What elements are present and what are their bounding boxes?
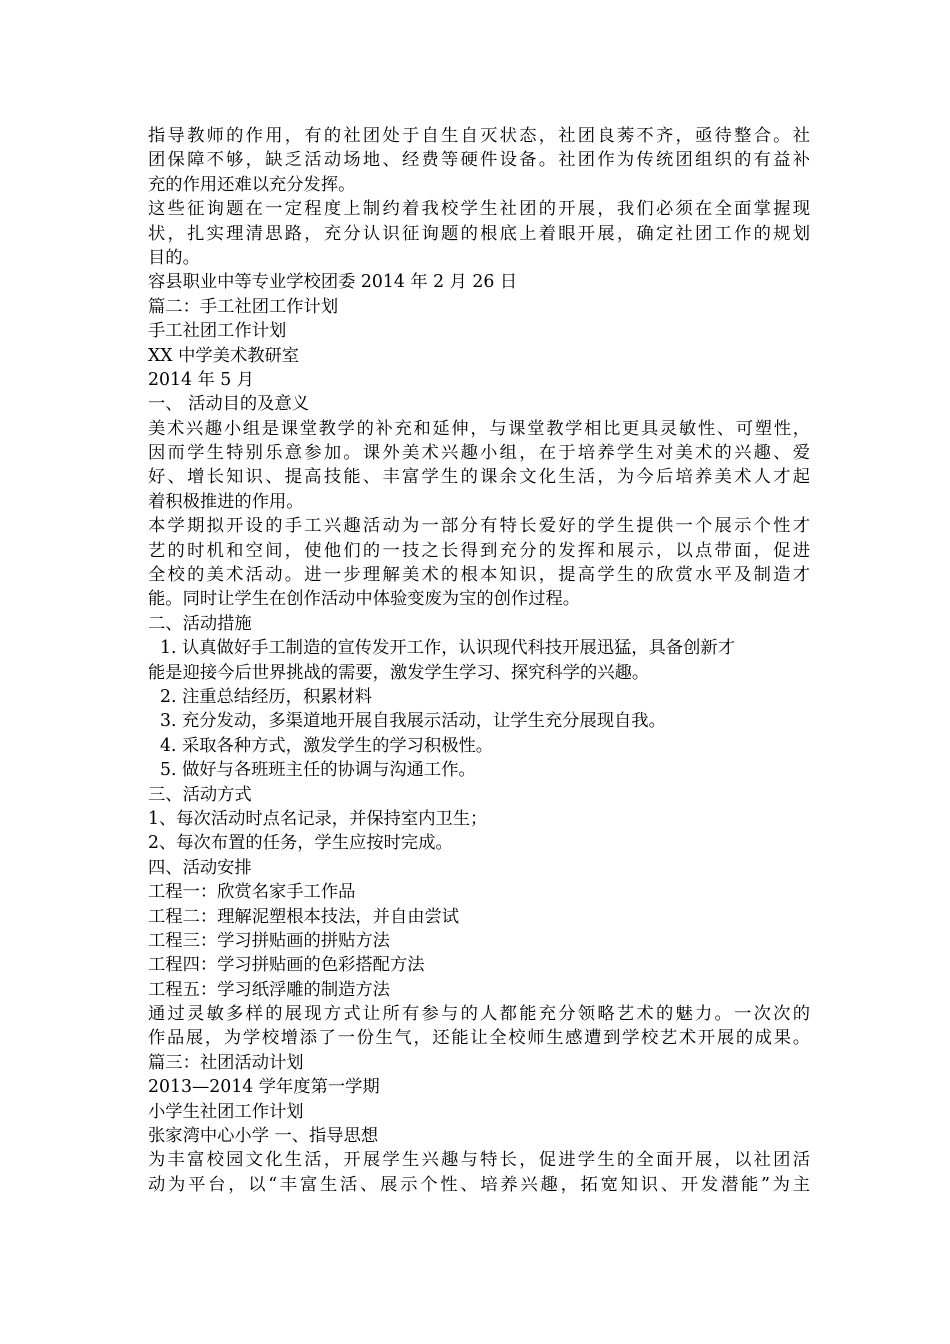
text-line: 充的作用还难以充分发挥。 [148,174,356,195]
text-line: 3. 充分发动，多渠道地开展自我展示活动，让学生充分展现自我。 [160,711,666,732]
text-line: 为丰富校园文化生活，开展学生兴趣与特长，促进学生的全面开展，以社团活 [148,1150,810,1171]
text-line: 篇二：手工社团工作计划 [148,296,339,317]
text-line: 一、 活动目的及意义 [148,394,310,415]
document-body [148,124,810,1197]
text-line: 能。同时让学生在创作活动中体验变废为宝的创作过程。 [148,589,581,610]
text-line: 状，扎实理清思路，充分认识征询题的根底上着眼开展，确定社团工作的规划 [148,223,810,244]
text-line: 因而学生特别乐意参加。课外美术兴趣小组，在于培养学生对美术的兴趣、爱 [148,443,810,464]
text-line: 二、活动措施 [148,613,252,634]
text-line: 目的。 [148,247,200,268]
text-line: 1. 认真做好手工制造的宣传发开工作，认识现代科技开展迅猛，具备创新才 [160,638,735,659]
text-line: 容县职业中等专业学校团委 2014 年 2 月 26 日 [148,272,518,293]
text-line: 艺的时机和空间，使他们的一技之长得到充分的发挥和展示，以点带面，促进 [148,540,810,561]
text-line: 作品展，为学校增添了一份生气，还能让全校师生感遭到学校艺术开展的成果。 [148,1028,810,1049]
text-line: 篇三：社团活动计划 [148,1052,304,1073]
text-line: 动为平台，以“丰富生活、展示个性、培养兴趣，拓宽知识、开发潜能”为主 [148,1174,810,1195]
text-line: 2、每次布置的任务，学生应按时完成。 [148,833,453,854]
text-line: 工程二：理解泥塑根本技法，并自由尝试 [148,906,460,927]
text-line: 5. 做好与各班班主任的协调与沟通工作。 [160,760,476,781]
text-line: 美术兴趣小组是课堂教学的补充和延伸，与课堂教学相比更具灵敏性、可塑性， [148,418,810,439]
text-line: 工程四：学习拼贴画的色彩搭配方法 [148,955,425,976]
text-line: 全校的美术活动。进一步理解美术的根本知识，提高学生的欣赏水平及制造才 [148,565,810,586]
text-line: 四、活动安排 [148,857,252,878]
text-line: 手工社团工作计划 [148,321,287,342]
text-line: 张家湾中心小学 一、指导思想 [148,1126,379,1147]
text-line: 这些征询题在一定程度上制约着我校学生社团的开展，我们必须在全面掌握现 [148,199,810,220]
text-line: 小学生社团工作计划 [148,1101,304,1122]
text-line: 通过灵敏多样的展现方式让所有参与的人都能充分领略艺术的魅力。一次次的 [148,1004,810,1025]
text-line: 2. 注重总结经历，积累材料 [160,686,373,707]
text-line: 好、增长知识、提高技能、丰富学生的课余文化生活，为今后培养美术人才起 [148,467,810,488]
text-line: 团保障不够，缺乏活动场地、经费等硬件设备。社团作为传统团组织的有益补 [148,150,810,171]
text-line: 工程五：学习纸浮雕的制造方法 [148,979,390,1000]
text-line: 工程三：学习拼贴画的拼贴方法 [148,930,390,951]
text-line: 指导教师的作用，有的社团处于自生自灭状态，社团良莠不齐，亟待整合。社 [148,126,810,146]
text-line: 本学期拟开设的手工兴趣活动为一部分有特长爱好的学生提供一个展示个性才 [148,516,810,537]
text-line: XX 中学美术教研室 [148,345,300,366]
text-line: 2013—2014 学年度第一学期 [148,1077,380,1098]
text-line: 三、活动方式 [148,784,252,805]
text-line: 2014 年 5 月 [148,369,255,390]
text-line: 着积极推进的作用。 [148,491,304,512]
text-line: 工程一：欣赏名家手工作品 [148,882,356,903]
text-line: 能是迎接今后世界挑战的需要，激发学生学习、探究科学的兴趣。 [148,662,650,683]
text-line: 4. 采取各种方式，激发学生的学习积极性。 [160,735,494,756]
text-line: 1、每次活动时点名记录，并保持室内卫生； [148,808,488,829]
